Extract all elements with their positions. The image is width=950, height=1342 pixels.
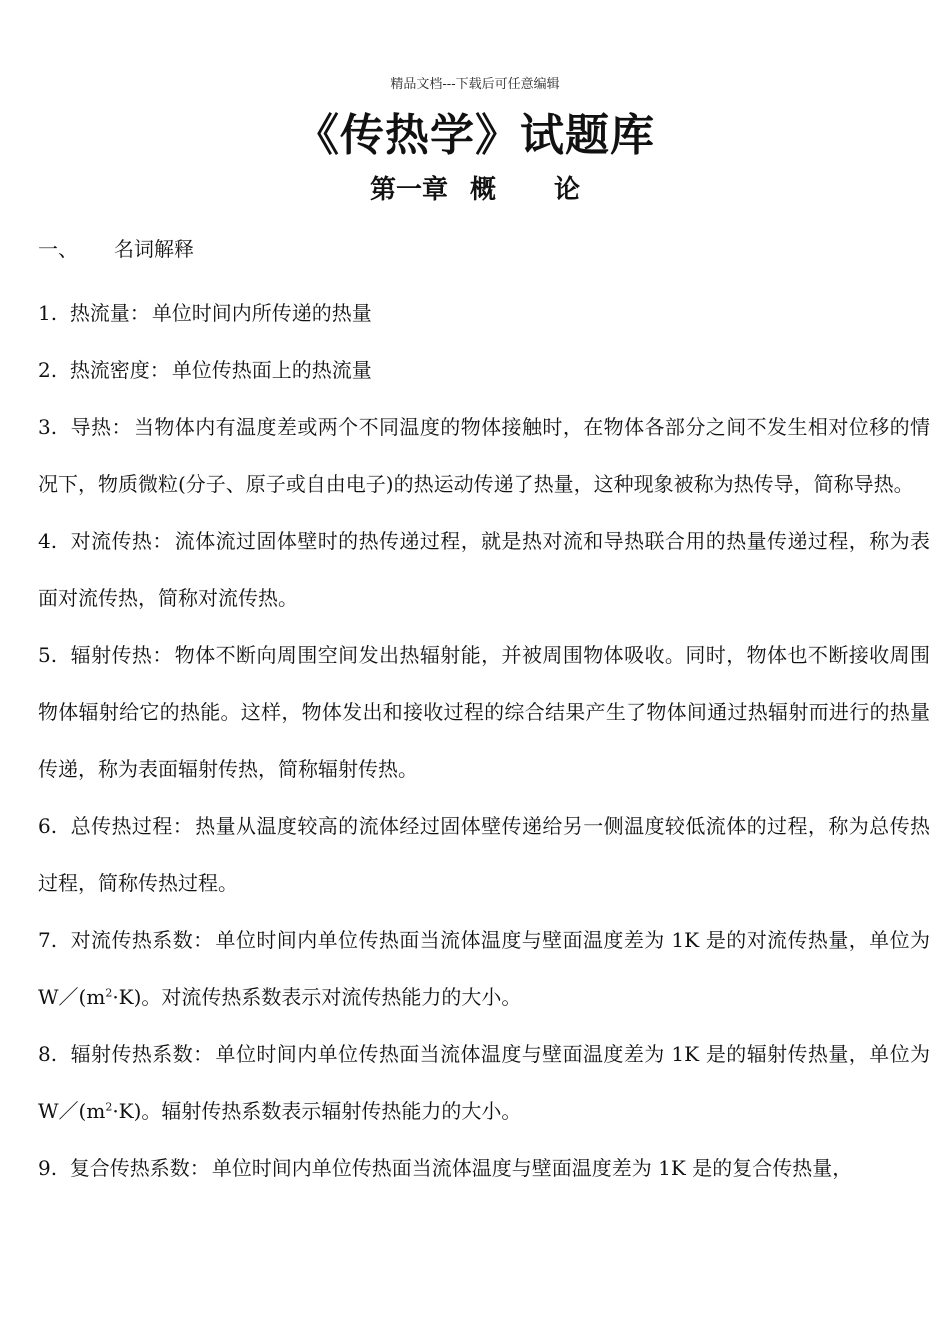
definition-text: 单位传热面上的热流量 — [171, 358, 372, 382]
chapter-title — [0, 172, 950, 208]
definition-text: 单位时间内单位传热面当流体温度与壁面温度差为 1K 是的对流传热量，单位为 W／(m — [38, 928, 930, 1009]
definition-text-continued: ·K)。辐射传热系数表示辐射传热能力的大小。 — [112, 1099, 522, 1123]
header-note: 精品文档---下载后可任意编辑 — [390, 77, 560, 92]
definition-number: 4. — [38, 529, 58, 553]
definition-term: 辐射传热： — [70, 643, 173, 667]
definition-number: 3. — [38, 415, 58, 439]
definition-item — [38, 1026, 930, 1140]
definition-term: 热流密度： — [69, 358, 170, 382]
definition-term: 热流量： — [69, 301, 150, 325]
definition-term: 总传热过程： — [70, 814, 194, 838]
superscript-two: 2 — [105, 1100, 113, 1114]
definition-number: 1. — [38, 301, 58, 325]
definition-item — [38, 342, 930, 399]
definition-item — [38, 513, 930, 627]
definition-text: 流体流过固体壁时的热传递过程，就是热对流和导热联合用的热量传递过程，称为表面对流传热，简称对流传热。 — [38, 529, 931, 610]
definition-item — [38, 798, 930, 912]
page-title: 《传热学》试题库 — [295, 110, 655, 161]
definition-term: 对流传热系数： — [70, 928, 214, 952]
section-heading — [38, 234, 194, 264]
definition-item — [38, 399, 930, 513]
definition-number: 7. — [38, 928, 58, 952]
section-number: 一、 — [38, 237, 78, 261]
definition-text: 单位时间内单位传热面当流体温度与壁面温度差为 1K 是的复合传热量， — [211, 1156, 853, 1180]
definition-term: 导热： — [70, 415, 132, 439]
definition-text-continued: ·K)。对流传热系数表示对流传热能力的大小。 — [112, 985, 522, 1009]
definition-text: 单位时间内所传递的热量 — [151, 301, 372, 325]
definition-term: 辐射传热系数： — [70, 1042, 214, 1066]
section-title: 名词解释 — [114, 237, 194, 261]
definition-item — [38, 627, 930, 798]
definitions-list — [38, 285, 930, 1197]
definition-text: 热量从温度较高的流体经过固体壁传递给另一侧温度较低流体的过程，称为总传热过程，简称传热过程。 — [38, 814, 931, 895]
definition-number: 5. — [38, 643, 58, 667]
definition-item — [38, 1140, 930, 1197]
definition-number: 6. — [38, 814, 58, 838]
definition-term: 复合传热系数： — [69, 1156, 210, 1180]
definition-text: 单位时间内单位传热面当流体温度与壁面温度差为 1K 是的辐射传热量，单位为 W／(m — [38, 1042, 930, 1123]
superscript-two: 2 — [105, 986, 113, 1000]
definition-item — [38, 912, 930, 1026]
definition-text: 当物体内有温度差或两个不同温度的物体接触时，在物体各部分之间不发生相对位移的情况下，物质微粒(分子、原子或自由电子)的热运动传递了热量，这种现象被称为热传导，简称导热。 — [38, 415, 931, 496]
definition-number: 2. — [38, 358, 58, 382]
definition-text: 物体不断向周围空间发出热辐射能，并被周围物体吸收。同时，物体也不断接收周围物体辐射给它的热能。这样，物体发出和接收过程的综合结果产生了物体间通过热辐射而进行的热量传递，称为表面辐射传热，简称辐射传热。 — [38, 643, 931, 781]
definition-item — [38, 285, 930, 342]
definition-number: 9. — [38, 1156, 58, 1180]
chapter-title-part1: 概 — [469, 175, 496, 205]
definition-number: 8. — [38, 1042, 58, 1066]
definition-term: 对流传热： — [70, 529, 173, 553]
chapter-number: 第一章 — [369, 175, 448, 205]
chapter-title-part2: 论 — [554, 175, 581, 205]
